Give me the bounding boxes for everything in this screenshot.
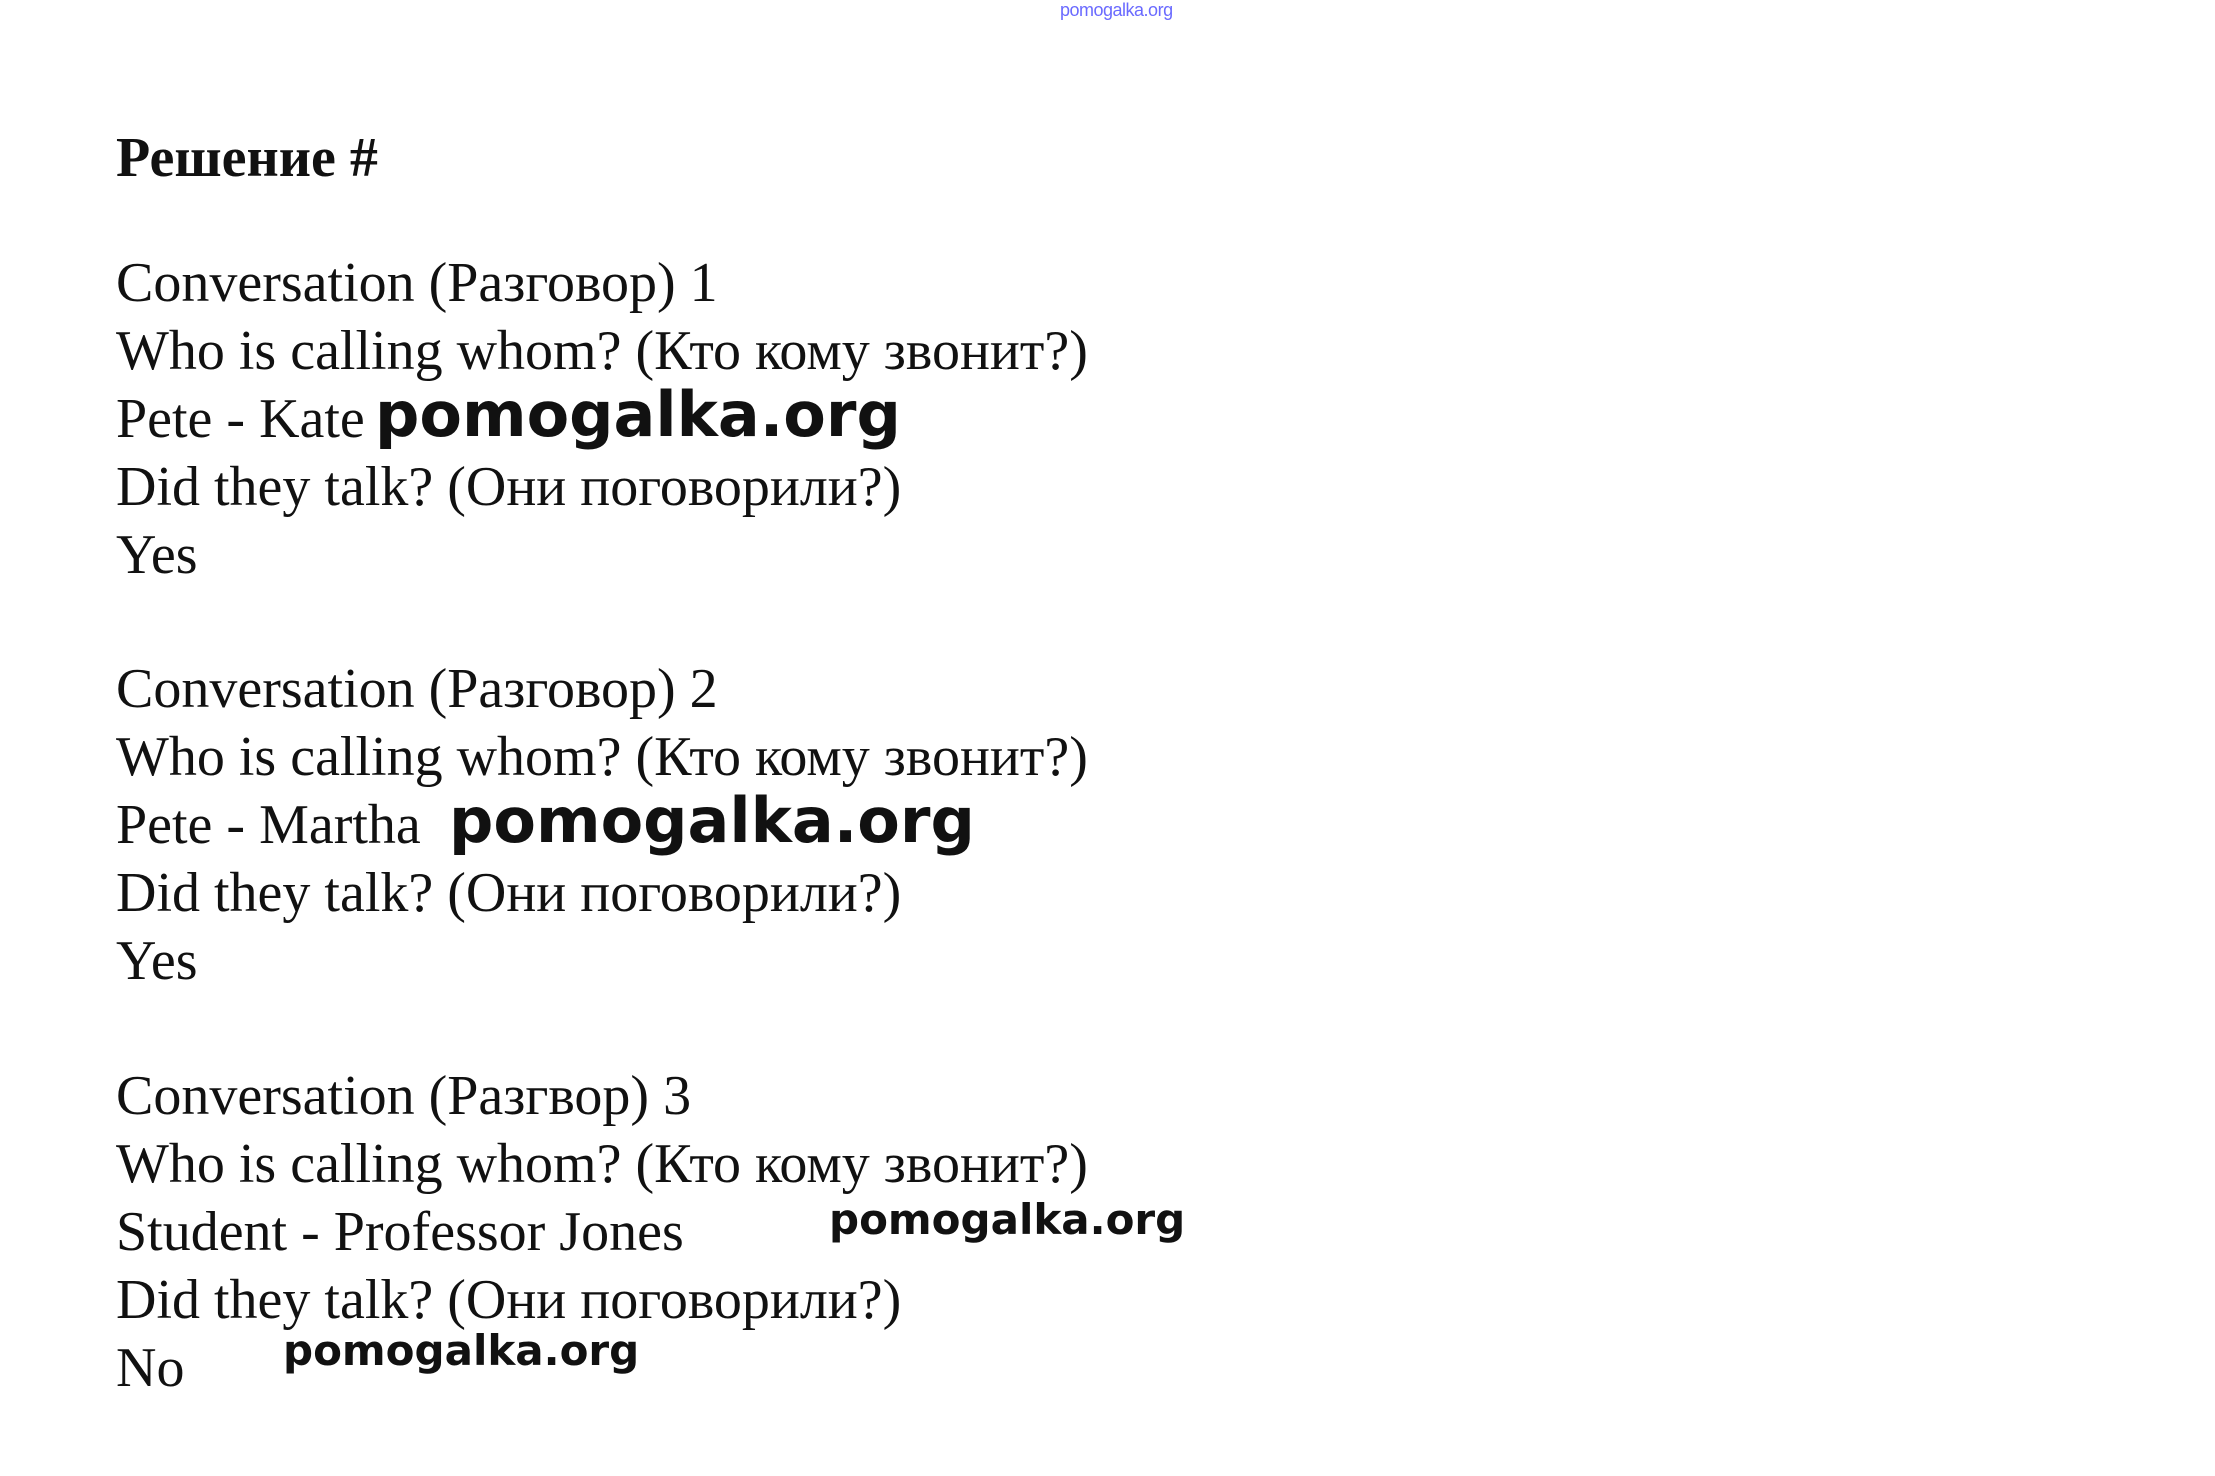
conversation-1-heading: Conversation (Разговор) 1 <box>116 252 718 314</box>
watermark-4: pomogalka.org <box>283 1326 640 1375</box>
conversation-1-answer-who: Pete - Kate <box>116 388 365 450</box>
page-title: Решение # <box>116 127 378 189</box>
conversation-3-answer-who: Student - Professor Jones <box>116 1201 684 1263</box>
conversation-2-question-who: Who is calling whom? (Кто кому звонит?) <box>116 726 1088 788</box>
conversation-3-question-talk: Did they talk? (Они поговорили?) <box>116 1269 902 1331</box>
conversation-2-answer-talk: Yes <box>116 930 198 992</box>
conversation-2-heading: Conversation (Разговор) 2 <box>116 658 718 720</box>
header-watermark: pomogalka.org <box>1060 0 1173 20</box>
conversation-1-answer-talk: Yes <box>116 524 198 586</box>
conversation-2-answer-who: Pete - Martha <box>116 794 421 856</box>
watermark-3: pomogalka.org <box>829 1195 1186 1244</box>
watermark-1: pomogalka.org <box>375 378 901 451</box>
watermark-2: pomogalka.org <box>449 784 975 857</box>
conversation-1-question-who: Who is calling whom? (Кто кому звонит?) <box>116 320 1088 382</box>
conversation-3-question-who: Who is calling whom? (Кто кому звонит?) <box>116 1133 1088 1195</box>
conversation-1-question-talk: Did they talk? (Они поговорили?) <box>116 456 902 518</box>
conversation-3-answer-talk: No <box>116 1337 185 1399</box>
conversation-3-heading: Conversation (Разгвор) 3 <box>116 1065 692 1127</box>
conversation-2-question-talk: Did they talk? (Они поговорили?) <box>116 862 902 924</box>
